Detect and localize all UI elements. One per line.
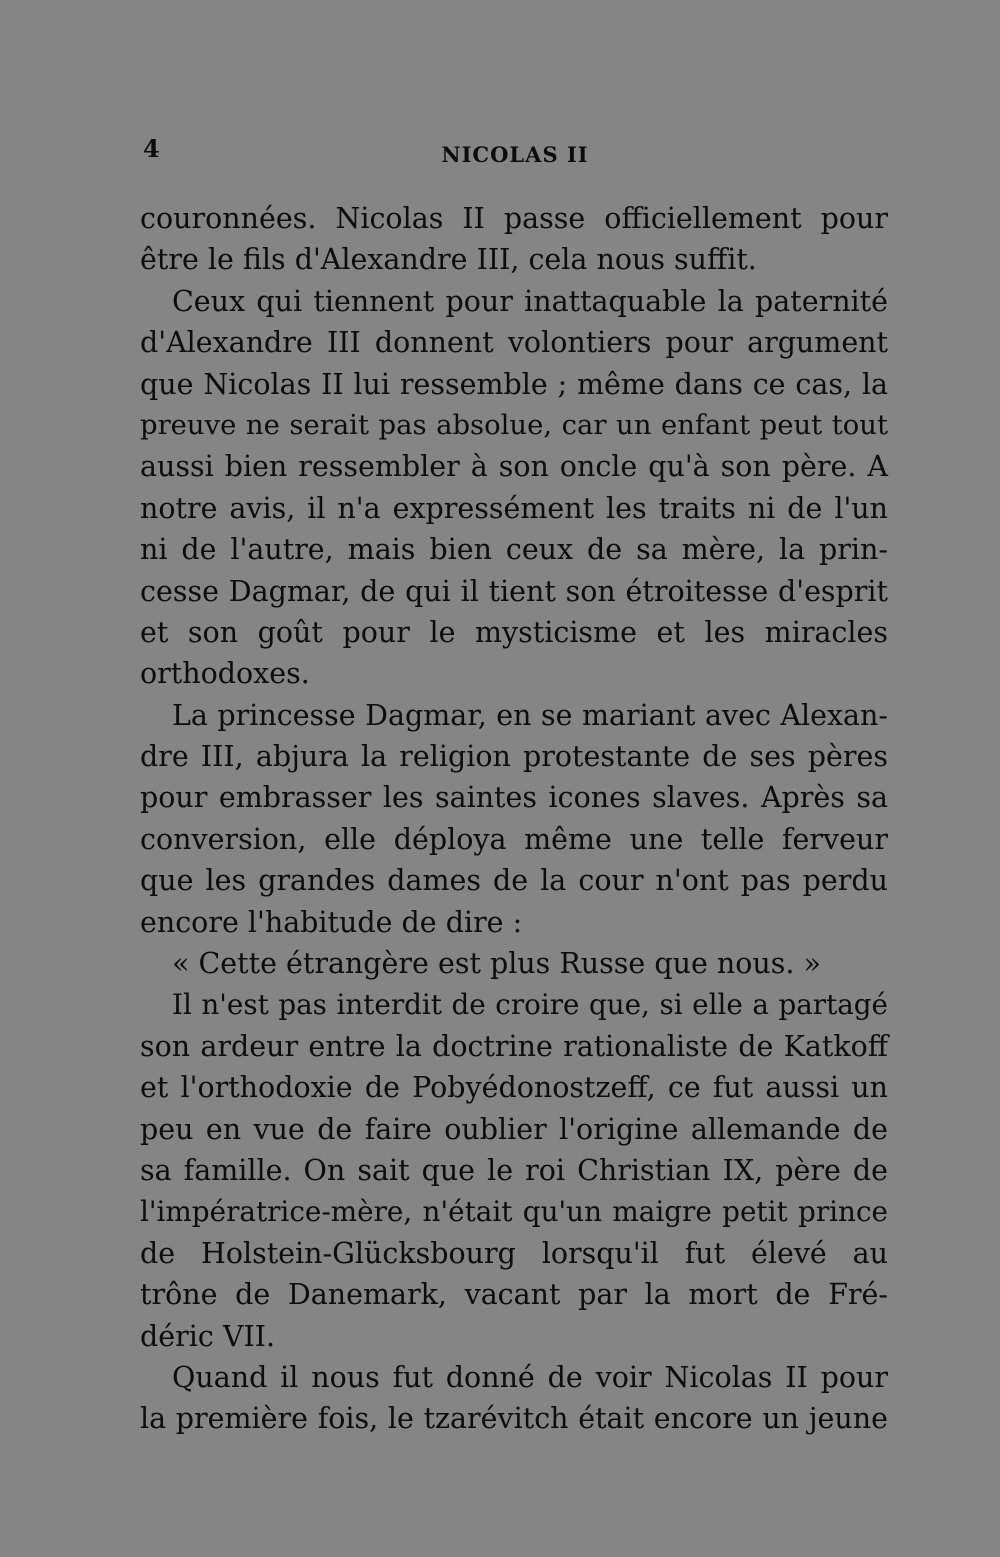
text-line: aussi bien ressembler à son oncle qu'à son père. A bbox=[140, 450, 888, 484]
running-title: NICOLAS II bbox=[441, 142, 589, 167]
text-line: de Holstein-Glücksbourg lorsqu'il fut élevé au bbox=[140, 1236, 888, 1270]
text-line: ni de l'autre, mais bien ceux de sa mère, la prin- bbox=[140, 533, 888, 567]
text-line: et l'orthodoxie de Pobyédonostzeff, ce fut aussi un bbox=[140, 1071, 888, 1105]
text-line: sa famille. On sait que le roi Christian IX, père de bbox=[140, 1153, 888, 1187]
text-line: Ceux qui tiennent pour inattaquable la paternité bbox=[172, 284, 888, 318]
text-line: peu en vue de faire oublier l'origine allemande de bbox=[140, 1112, 888, 1146]
page-number: 4 bbox=[143, 134, 160, 163]
body-text bbox=[140, 198, 888, 1440]
text-line: conversion, elle déploya même une telle ferveur bbox=[140, 822, 888, 856]
text-line: la première fois, le tzarévitch était encore un jeune bbox=[140, 1402, 888, 1436]
text-line: pour embrasser les saintes icones slaves. Après sa bbox=[140, 781, 888, 815]
text-line: et son goût pour le mysticisme et les miracles bbox=[140, 615, 888, 649]
text-line: preuve ne serait pas absolue, car un enfant peut tout bbox=[140, 409, 888, 441]
text-line: encore l'habitude de dire : bbox=[140, 905, 523, 939]
text-line: l'impératrice-mère, n'était qu'un maigre petit prince bbox=[140, 1195, 888, 1229]
text-line: cesse Dagmar, de qui il tient son étroitesse d'esprit bbox=[140, 574, 888, 608]
text-line: orthodoxes. bbox=[140, 657, 310, 691]
text-line: trône de Danemark, vacant par la mort de Fré- bbox=[140, 1278, 888, 1312]
text-line: « Cette étrangère est plus Russe que nous. » bbox=[172, 947, 821, 981]
text-line: que les grandes dames de la cour n'ont pas perdu bbox=[140, 864, 888, 898]
text-line: dre III, abjura la religion protestante de ses pères bbox=[140, 740, 888, 774]
text-line: déric VII. bbox=[140, 1319, 276, 1353]
text-line: être le fils d'Alexandre III, cela nous suffit. bbox=[140, 243, 757, 277]
text-line: son ardeur entre la doctrine rationaliste de Katkoff bbox=[140, 1029, 888, 1063]
text-line: Quand il nous fut donné de voir Nicolas II pour bbox=[172, 1360, 888, 1394]
text-line: couronnées. Nicolas II passe officiellement pour bbox=[140, 202, 888, 235]
text-line: que Nicolas II lui ressemble ; même dans ce cas, la bbox=[140, 367, 888, 401]
text-line: Il n'est pas interdit de croire que, si elle a partagé bbox=[172, 988, 888, 1022]
text-line: notre avis, il n'a expressément les traits ni de l'un bbox=[140, 491, 888, 525]
text-line: d'Alexandre III donnent volontiers pour argument bbox=[140, 326, 888, 360]
text-line: La princesse Dagmar, en se mariant avec Alexan- bbox=[172, 698, 888, 732]
